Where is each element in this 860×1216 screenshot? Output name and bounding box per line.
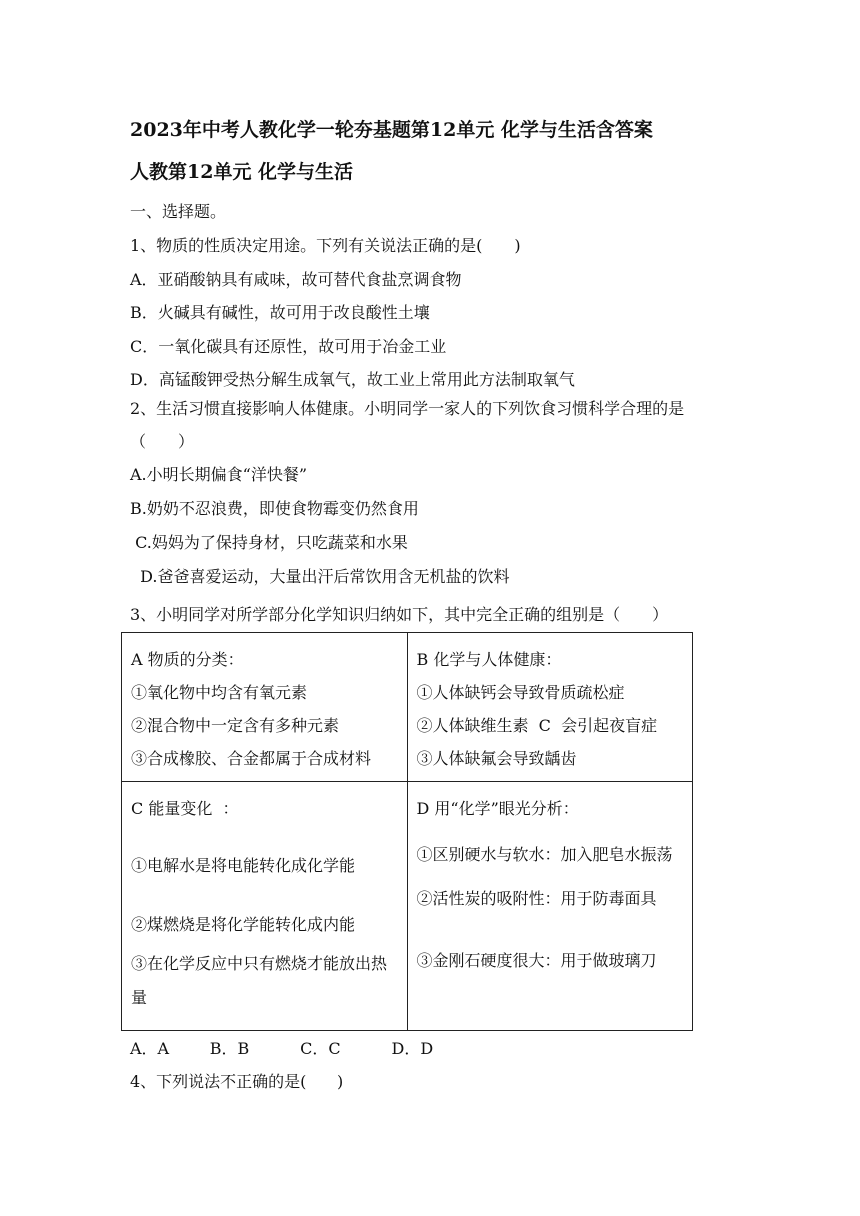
question-2-option-a: A.小明长期偏食“洋快餐” [130, 465, 308, 484]
section-heading: 一、选择题。 [130, 202, 227, 221]
question-1-option-a: A．亚硝酸钠具有咸味，故可替代食盐烹调食物 [130, 270, 462, 289]
cell-b-heading: B 化学与人体健康： [416, 650, 562, 669]
cell-b-item-3: ③人体缺氟会导致龋齿 [416, 749, 577, 768]
cell-d-item-2: ②活性炭的吸附性：用于防毒面具 [416, 889, 657, 908]
question-3-stem: 3、小明同学对所学部分化学知识归纳如下，其中完全正确的组别是（ ） [130, 605, 669, 624]
cell-a-item-2: ②混合物中一定含有多种元素 [131, 716, 340, 735]
cell-a-item-1: ①氧化物中均含有氧元素 [131, 683, 308, 702]
question-1-option-d: D．高锰酸钾受热分解生成氧气，故工业上常用此方法制取氧气 [130, 370, 575, 389]
cell-c-heading: C 能量变化 ： [131, 799, 239, 818]
cell-a-heading: A 物质的分类： [131, 650, 244, 669]
question-2-stem-continued: （ ） [130, 432, 195, 451]
question-3-table [121, 632, 693, 1031]
cell-c-item-1: ①电解水是将电能转化成化学能 [131, 856, 356, 875]
question-4-stem: 4、下列说法不正确的是( ) [130, 1072, 344, 1091]
cell-a-item-3: ③合成橡胶、合金都属于合成材料 [131, 749, 372, 768]
cell-d-item-3: ③金刚石硬度很大：用于做玻璃刀 [416, 951, 657, 970]
cell-c [122, 782, 408, 1031]
cell-c-item-3: ③在化学反应中只有燃烧才能放出热量 [131, 954, 388, 1007]
question-1-option-c: C．一氧化碳具有还原性，故可用于冶金工业 [130, 337, 447, 356]
question-2-option-c: C.妈妈为了保持身材，只吃蔬菜和水果 [130, 533, 408, 552]
cell-b-item-1: ①人体缺钙会导致骨质疏松症 [416, 683, 625, 702]
question-3-answer-options: A．A B．B C．C D．D [130, 1039, 434, 1058]
question-2-option-d: D.爸爸喜爱运动，大量出汗后常饮用含无机盐的饮料 [130, 567, 510, 586]
question-2-stem: 2、生活习惯直接影响人体健康。小明同学一家人的下列饮食习惯科学合理的是 [130, 399, 685, 418]
cell-d [407, 782, 693, 1031]
cell-b [407, 633, 693, 782]
document-subtitle: 人教第12单元 化学与生活 [130, 161, 354, 183]
document-title: 2023年中考人教化学一轮夯基题第12单元 化学与生活含答案 [130, 119, 653, 141]
question-2-option-b: B.奶奶不忍浪费，即使食物霉变仍然食用 [130, 499, 419, 518]
cell-c-item-2: ②煤燃烧是将化学能转化成内能 [131, 915, 356, 934]
cell-d-heading: D 用“化学”眼光分析： [416, 799, 579, 818]
cell-b-item-2: ②人体缺维生素 C 会引起夜盲症 [416, 716, 658, 735]
cell-a [122, 633, 408, 782]
question-1-stem: 1、物质的性质决定用途。下列有关说法正确的是( ) [130, 236, 521, 255]
question-1-option-b: B．火碱具有碱性，故可用于改良酸性土壤 [130, 303, 430, 322]
cell-d-item-1: ①区别硬水与软水：加入肥皂水振荡 [416, 845, 673, 864]
